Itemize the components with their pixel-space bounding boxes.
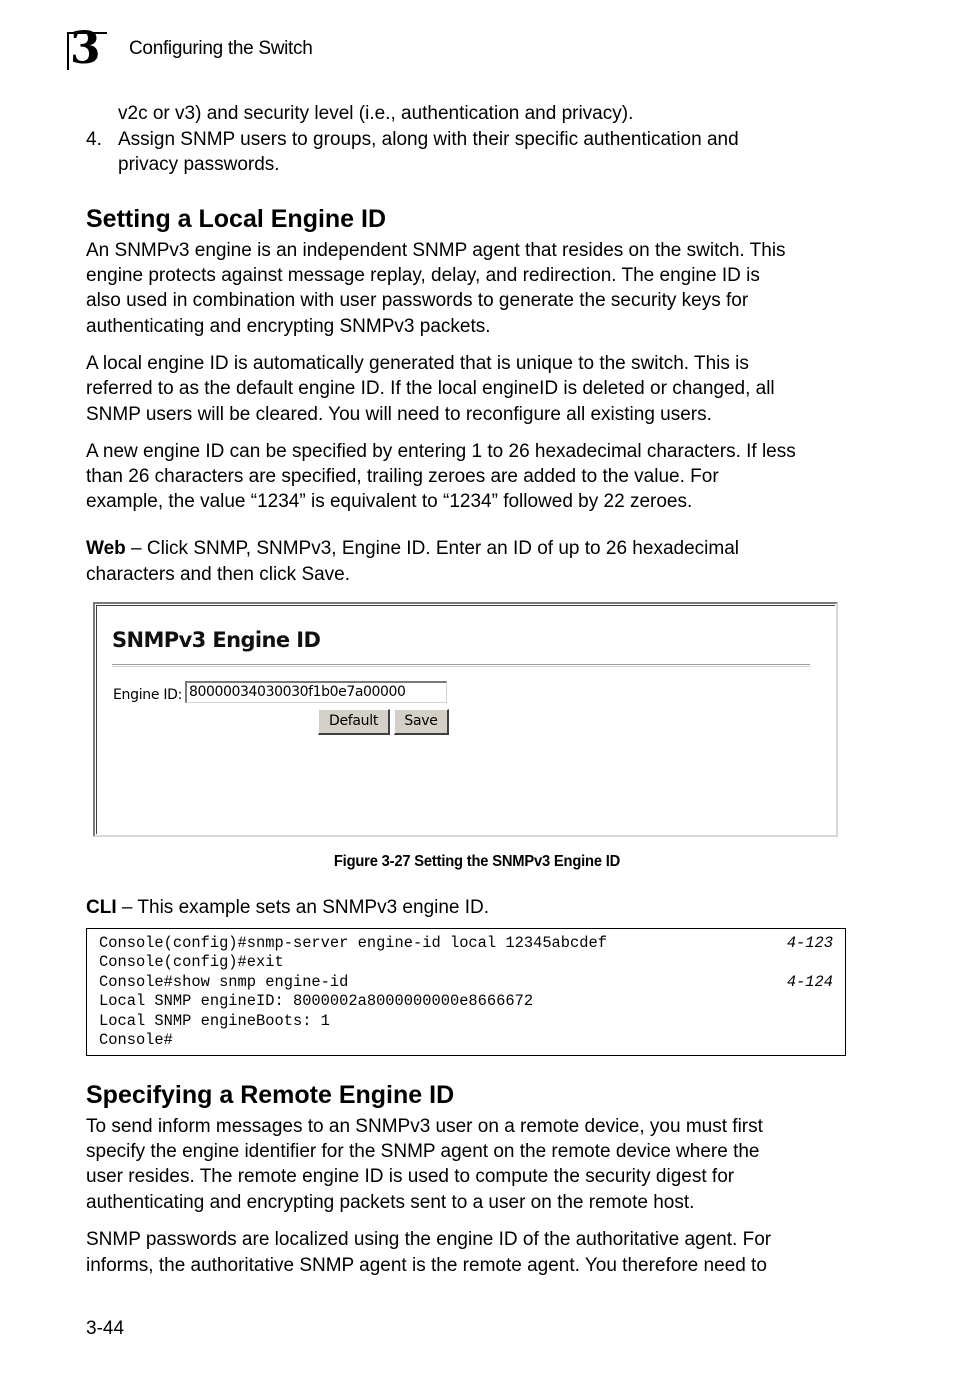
cli-intro-text: – This example sets an SNMPv3 engine ID. [116,897,490,918]
paragraph-line: SNMP passwords are localized using the engine ID of the authoritative agent. For [86,1229,772,1250]
list-continuation-text: v2c or v3) and security level (i.e., authentication and privacy). [118,103,634,124]
paragraph-line: engine protects against message replay, delay, and redirection. The engine ID is [86,265,760,286]
paragraph-line: A local engine ID is automatically generated that is unique to the switch. This is [86,353,749,374]
list-item-line: Assign SNMP users to groups, along with their specific authentication and [118,129,739,150]
code-line: Console(config)#exit [99,953,284,972]
default-button[interactable]: Default [318,709,390,735]
web-instruction-line: characters and then click Save. [86,564,351,585]
list-item-line: privacy passwords. [118,154,280,175]
paragraph-line: also used in combination with user passwords to generate the security keys for [86,290,749,311]
command-reference: 4-123 [786,934,833,952]
cli-label: CLI [86,897,117,918]
paragraph-line: referred to as the default engine ID. If the local engineID is deleted or changed, all [86,378,775,399]
cli-code-block [86,928,846,1056]
code-line: Console# [99,1031,173,1049]
paragraph-line: An SNMPv3 engine is an independent SNMP agent that resides on the switch. This [86,240,786,261]
paragraph-line: than 26 characters are specified, trailing zeroes are added to the value. For [86,466,719,487]
command-reference: 4-124 [786,972,833,991]
page-number: 3-44 [86,1318,125,1339]
section-heading-local-engine-id: Setting a Local Engine ID [86,205,387,233]
web-label: Web [86,538,126,559]
paragraph-line: user resides. The remote engine ID is used to compute the security digest for [86,1166,735,1187]
paragraph-line: example, the value “1234” is equivalent to “1234” followed by 22 zeroes. [86,491,693,512]
paragraph-line: specify the engine identifier for the SNMP agent on the remote device where the [86,1141,760,1162]
figure-caption: Figure 3-27 Setting the SNMPv3 Engine ID [333,853,621,870]
list-item-number: 4. [86,129,102,150]
cli-intro-line [86,895,856,920]
code-line: Console(config)#snmp-server engine-id local 12345abcdef [99,934,607,952]
code-line: Local SNMP engineBoots: 1 [99,1011,330,1030]
paragraph-line: authenticating and encrypting SNMPv3 packets. [86,316,491,337]
figure-snmpv3-engine-id-screenshot [93,602,838,837]
paragraph-line: To send inform messages to an SNMPv3 user on a remote device, you must first [86,1116,763,1137]
web-instruction-line [86,536,856,561]
paragraph-line: A new engine ID can be specified by entering 1 to 26 hexadecimal characters. If less [86,441,796,462]
code-line: Local SNMP engineID: 8000002a8000000000e8666672 [99,992,534,1011]
running-title: Configuring the Switch [129,38,313,59]
figure-frame [96,605,835,834]
save-button[interactable]: Save [394,709,449,735]
section-heading-remote-engine-id: Specifying a Remote Engine ID [86,1081,455,1109]
engine-id-label: Engine ID: [113,687,183,703]
paragraph-line: authenticating and encrypting packets sent to a user on the remote host. [86,1192,695,1213]
web-instruction-text: – Click SNMP, SNMPv3, Engine ID. Enter an ID of up to 26 hexadecimal [125,538,739,559]
engine-id-input[interactable]: 80000034030030f1b0e7a00000 [185,681,447,703]
chapter-number: 3 [70,23,101,74]
page-title: SNMPv3 Engine ID [112,628,321,652]
title-divider [112,664,810,666]
code-line: Console#show snmp engine-id [99,972,349,991]
paragraph-line: SNMP users will be cleared. You will need to reconfigure all existing users. [86,404,712,425]
paragraph-line: informs, the authoritative SNMP agent is the remote agent. You therefore need to [86,1255,767,1276]
